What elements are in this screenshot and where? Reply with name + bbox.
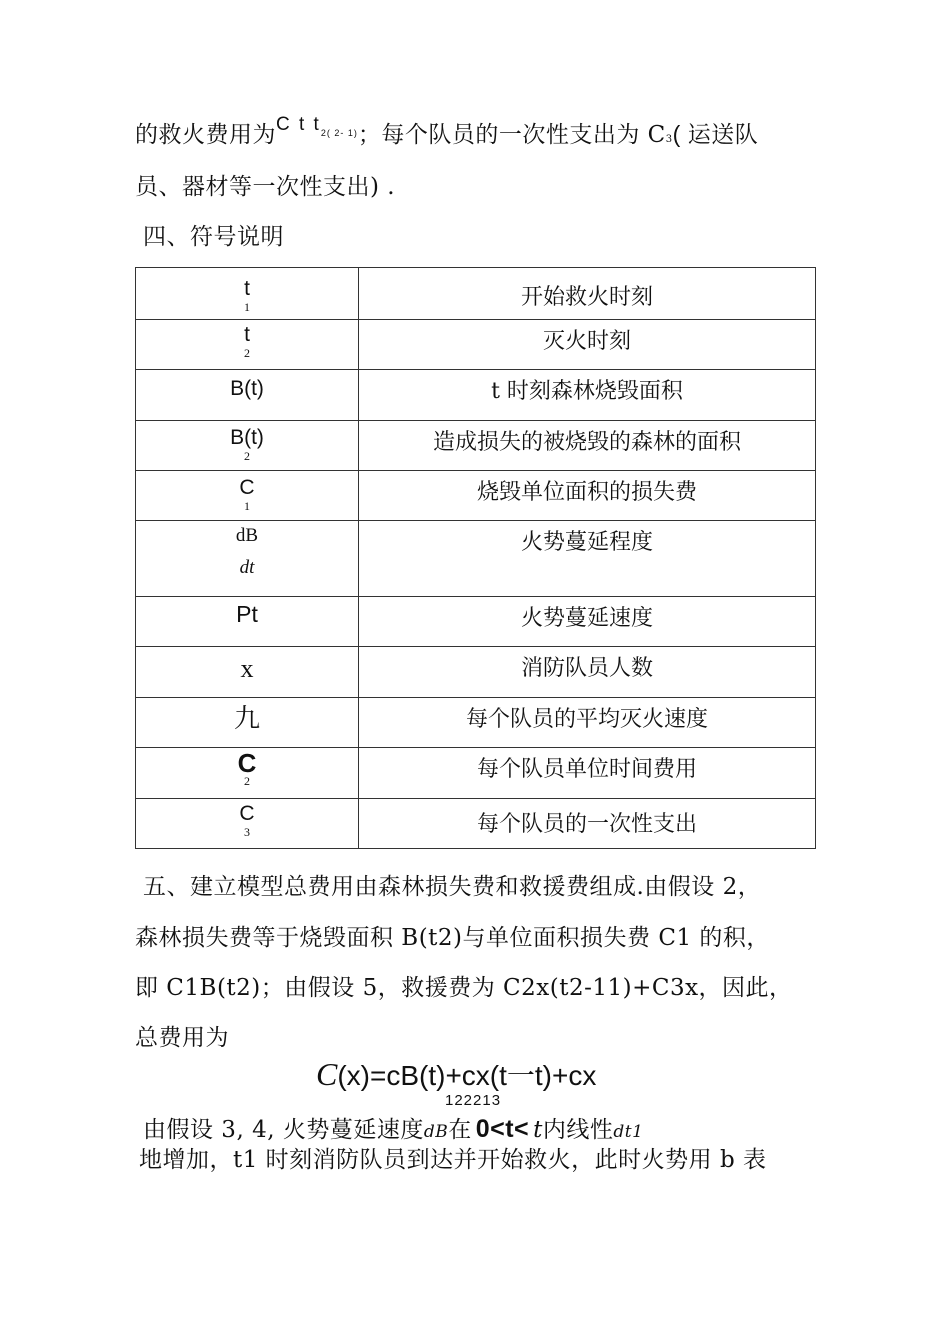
text-one-time-cost: ；每个队员的一次性支出为 C [357,122,666,148]
table-row [136,521,816,597]
section5-line-4: 总费用为 [135,1025,229,1051]
symbol-cell: C 1 [136,471,359,521]
table-row [136,370,816,421]
table-row [136,698,816,748]
dt1-denominator: dt1 [613,1122,644,1142]
text-linear: 内线性 [542,1117,614,1143]
table-row [136,748,816,799]
symbol-cell: dB dt [136,521,359,597]
inequality: 0<t< [475,1115,530,1143]
description-cell: 灭火时刻 [359,320,816,370]
section5-line-3: 即 C1B(t2)；由假设 5，救援费为 C2x(t2-11)+C3x，因此， [135,975,793,1001]
c3-subscript: 3 [665,134,673,145]
text-fire-cost: 的救火费用为 [135,122,276,148]
table-row [136,471,816,521]
symbol-cell: C 2 [136,748,359,799]
description-cell: 每个队员单位时间费用 [359,748,816,799]
formula-c: C [316,1056,338,1092]
description-cell: 造成损失的被烧毁的森林的面积 [359,421,816,471]
paragraph-line-1 [135,116,758,149]
cost-symbol-subscripts: 2( 2- 1) [320,128,358,138]
description-cell: 火势蔓延程度 [359,521,816,597]
table-row [136,647,816,698]
cost-symbol: C t t2( 2- 1) [276,114,358,138]
db-fraction: dB [423,1122,449,1142]
description-cell: 开始救火时刻 [359,268,816,320]
paragraph-bottom-line-1 [143,1111,643,1144]
symbol-cell: t 2 [136,320,359,370]
description-cell: 烧毁单位面积的损失费 [359,471,816,521]
t-variable: t [533,1117,543,1143]
paragraph-line-2: 员、器材等一次性支出) . [135,174,396,200]
table-row [136,799,816,849]
section5-line-2: 森林损失费等于烧毁面积 B(t2)与单位面积损失费 C1 的积， [135,925,770,951]
description-cell: 消防队员人数 [359,647,816,698]
paragraph-bottom-line-2: 地增加，t1 时刻消防队员到达并开始救火，此时火势用 b 表 [139,1147,767,1173]
table-row [136,421,816,471]
formula-subscripts: 122213 [445,1092,502,1109]
table-row [136,597,816,647]
symbol-cell: B(t) 2 [136,421,359,471]
symbol-cell: Pt [136,597,359,647]
symbol-cell: x [136,647,359,698]
text-assumption: 由假设 3, 4, 火势蔓延速度 [143,1117,424,1143]
symbol-cell: t 1 [136,268,359,320]
text-transport: ( 运送队 [672,121,759,147]
section5-line-1: 五、建立模型总费用由森林损失费和救援费组成.由假设 2， [143,874,762,900]
total-cost-formula [316,1054,596,1094]
text-in: 在 [448,1117,472,1143]
symbol-cell: B(t) [136,370,359,421]
description-cell: 火势蔓延速度 [359,597,816,647]
symbol-cell: 九 [136,698,359,748]
description-cell: t 时刻森林烧毁面积 [359,370,816,421]
table-row [136,320,816,370]
formula-body: (x)=cB(t)+cx(t一t)+cx [337,1060,597,1091]
description-cell: 每个队员的一次性支出 [359,799,816,849]
section4-title: 四、符号说明 [143,224,284,250]
symbols-table [135,267,816,849]
description-cell: 每个队员的平均灭火速度 [359,698,816,748]
table-row [136,268,816,320]
symbol-cell: C 3 [136,799,359,849]
